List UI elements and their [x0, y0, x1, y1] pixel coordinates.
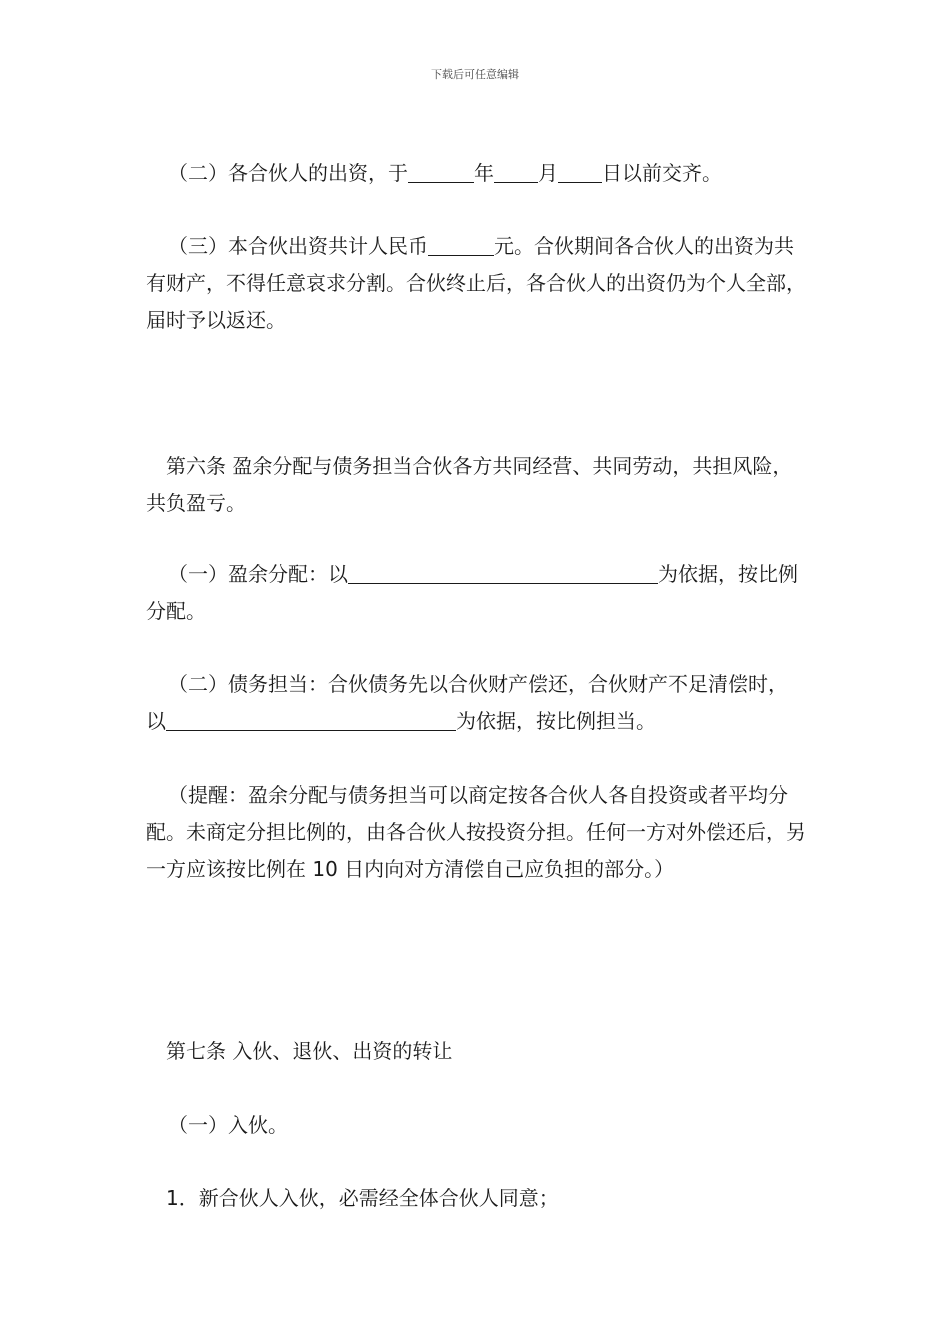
page-header: 下载后可任意编辑 — [431, 68, 519, 81]
text-segment: （二）各合伙人的出资，于 — [168, 161, 408, 185]
month-blank — [494, 160, 538, 183]
profit-basis-blank — [348, 561, 658, 584]
text-segment: （三）本合伙出资共计人民币 — [168, 234, 428, 258]
profit-distribution-paragraph — [146, 556, 806, 630]
debt-bearing-paragraph — [146, 666, 806, 740]
text-segment: 元。合伙期间各合伙人的出资为共有财产，不得任意哀求分割。合伙终止后，各合伙人的出资仍为个人全部，届时予以返还。 — [146, 234, 806, 332]
text-segment: （二）债务担当：合伙债务先以合伙财产偿还，合伙财产不足清偿时，以 — [146, 672, 788, 733]
amount-blank — [428, 233, 494, 256]
total-contribution-paragraph — [146, 228, 806, 339]
reminder-paragraph: （提醒：盈余分配与债务担当可以商定按各合伙人各自投资或者平均分配。未商定分担比例的，由各合伙人按投资分担。任何一方对外偿还后，另一方应该按比例在 10 日内向对方清偿自己应负担的部分。） — [146, 783, 806, 881]
article-seven-heading: 第七条 入伙、退伙、出资的转让 — [166, 1039, 453, 1063]
day-blank — [558, 160, 602, 183]
article-six-heading: 第六条 盈余分配与债务担当合伙各方共同经营、共同劳动，共担风险，共负盈亏。 — [146, 454, 793, 515]
year-blank — [408, 160, 474, 183]
text-segment: （一）盈余分配：以 — [168, 562, 348, 586]
text-segment: 为依据，按比例担当。 — [456, 709, 656, 733]
admission-rule-one: 1．新合伙人入伙，必需经全体合伙人同意； — [166, 1186, 559, 1210]
text-segment: 年 — [474, 161, 494, 185]
text-segment: 日以前交齐。 — [602, 161, 722, 185]
contribution-deadline-paragraph — [146, 155, 806, 192]
admission-heading: （一）入伙。 — [168, 1113, 288, 1137]
text-segment: 月 — [538, 161, 558, 185]
text-segment: 为依据，按比例分配。 — [146, 562, 798, 623]
debt-basis-blank — [166, 708, 456, 731]
